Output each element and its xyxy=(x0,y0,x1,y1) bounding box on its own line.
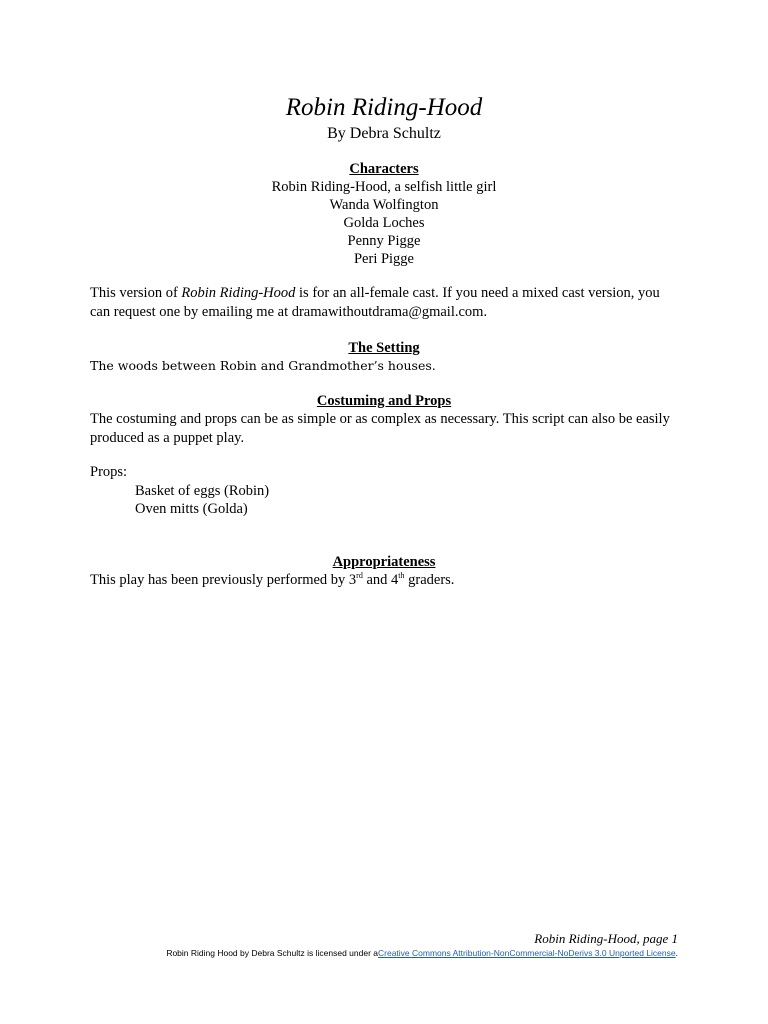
intro-italic-title: Robin Riding-Hood xyxy=(181,285,296,301)
costuming-heading: Costuming and Props xyxy=(316,393,452,409)
appropriateness-text: This play has been previously performed by 3rd and 4th graders. xyxy=(90,571,455,588)
prop-item: Oven mitts (Golda) xyxy=(135,501,248,517)
doc-title: Robin Riding-Hood xyxy=(285,94,483,121)
intro-paragraph: This version of Robin Riding-Hood is for an all-female cast. If you need a mixed cast version, you can request one by emailing me at dramawithoutdrama@gmail.com. xyxy=(90,285,660,320)
character-item: Robin Riding-Hood, a selfish little girl xyxy=(271,179,497,195)
appropriateness-heading: Appropriateness xyxy=(332,554,436,570)
license-link[interactable]: Creative Commons Attribution-NonCommercial-NoDerivs 3.0 Unported License xyxy=(378,948,676,958)
setting-text: The woods between Robin and Grandmother’s houses. xyxy=(90,358,436,373)
character-item: Peri Pigge xyxy=(353,251,414,267)
props-label: Props: xyxy=(90,464,128,480)
doc-author: By Debra Schultz xyxy=(327,125,441,142)
prop-item: Basket of eggs (Robin) xyxy=(135,482,270,499)
props-section xyxy=(90,463,680,519)
license-line: Robin Riding Hood by Debra Schultz is licensed under aCreative Commons Attribution-NonCommercial-NoDerivs 3.0 Unported License. xyxy=(166,948,678,958)
character-item: Penny Pigge xyxy=(347,233,421,249)
character-item: Golda Loches xyxy=(343,215,425,231)
characters-section xyxy=(0,160,768,268)
costuming-text: The costuming and props can be as simple or as complex as necessary. This script can also be easily produced as a puppet play. xyxy=(90,411,670,446)
footer-page-label: Robin Riding-Hood, page 1 xyxy=(534,931,678,946)
setting-heading: The Setting xyxy=(348,340,420,356)
characters-heading: Characters xyxy=(349,161,419,177)
character-item: Wanda Wolfington xyxy=(329,197,439,213)
